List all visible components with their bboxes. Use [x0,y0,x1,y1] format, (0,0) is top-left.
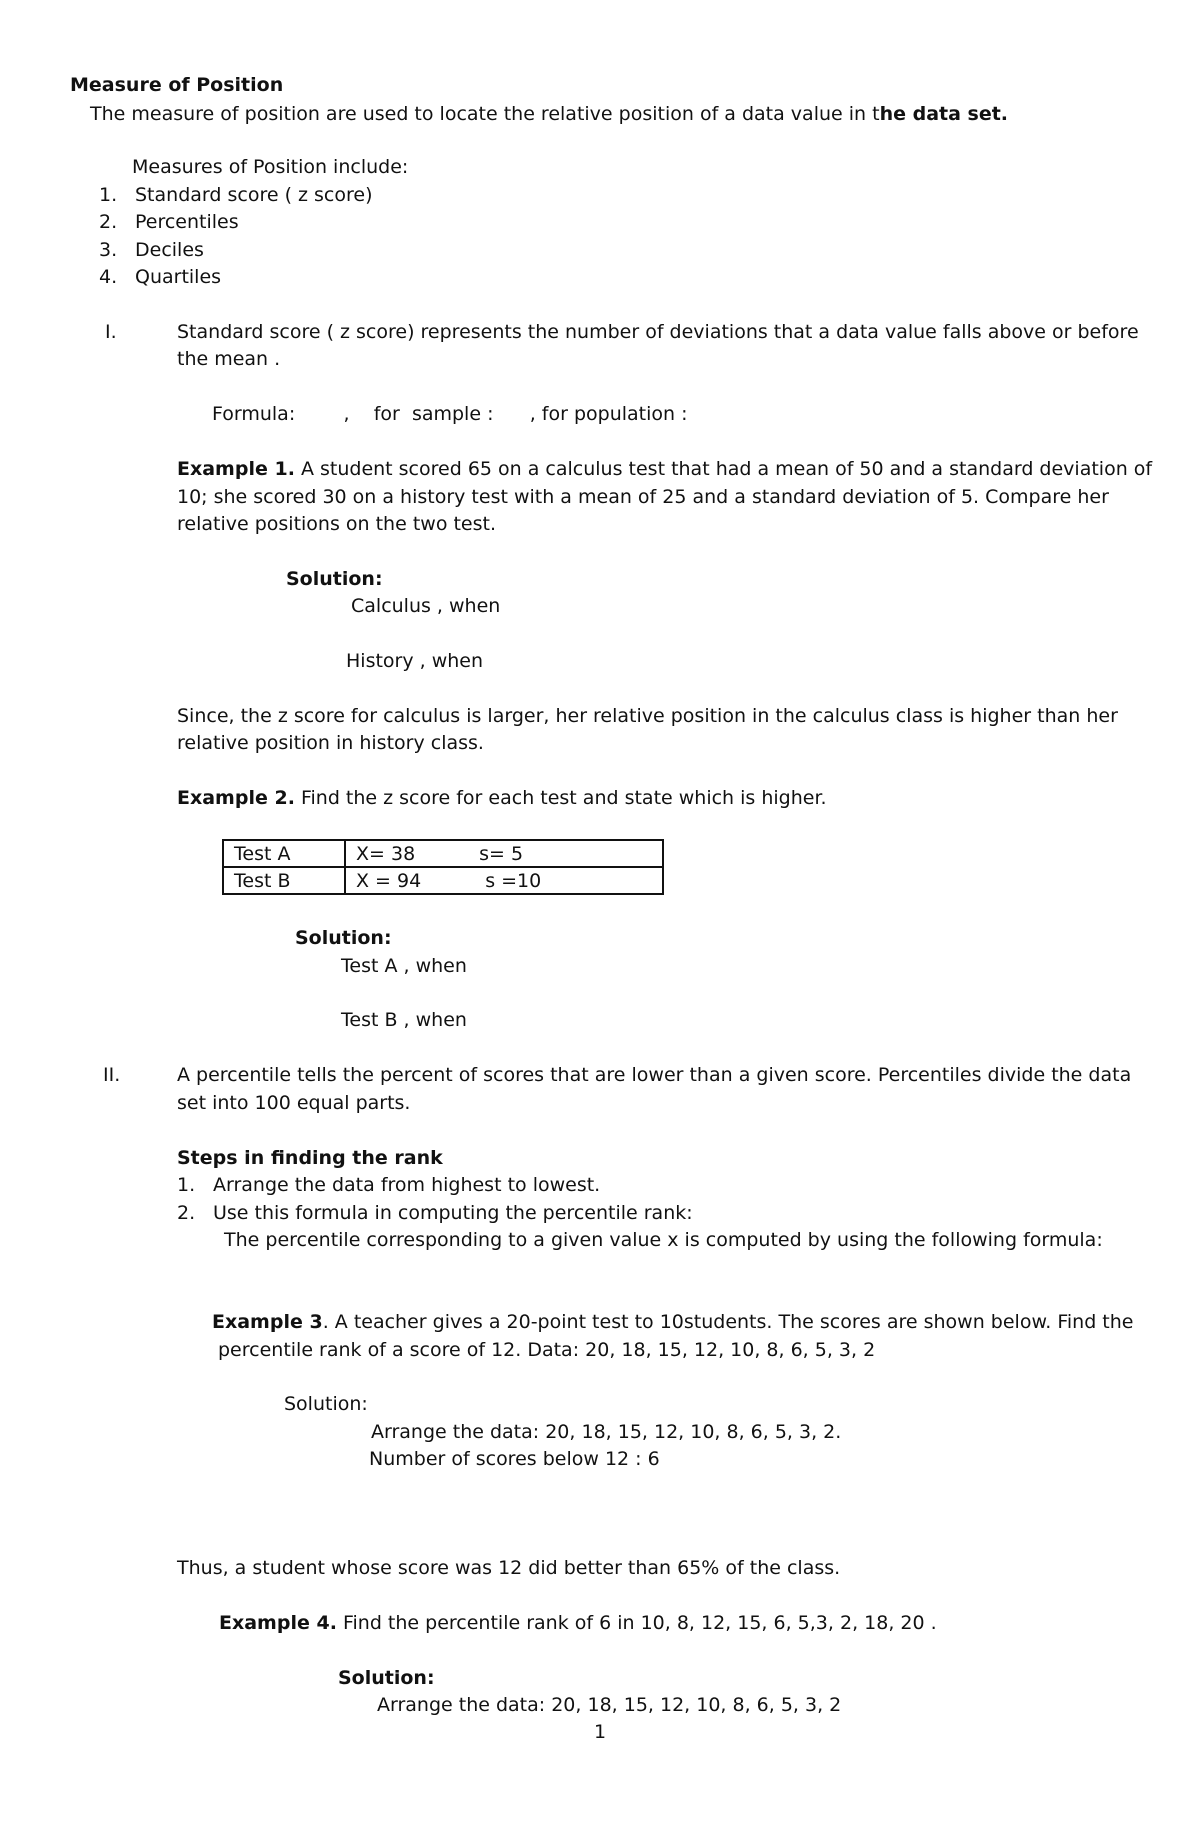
example4-line [219,1610,937,1636]
intro-paragraph [90,101,1008,127]
table-cell: Test A [223,840,345,867]
example1-conclusion: Since, the z score for calculus is larger, her relative position in the calculus class is higher than her [177,705,1118,727]
table-cell [345,840,663,867]
table-cell: Test B [223,867,345,894]
list-item: Percentiles [135,211,239,233]
x-value: X = 94 [356,869,422,892]
percentile-definition: A percentile tells the percent of scores that are lower than a given score. Percentiles divide the data [177,1064,1132,1086]
zscore-definition: Standard score ( z score) represents the number of deviations that a data value falls above or before [177,321,1139,343]
steps-title: Steps in finding the rank [177,1147,443,1169]
list-item-number: 1. [99,184,118,206]
test-b-line: Test B , when [341,1009,467,1031]
solution-label: Solution: [338,1667,435,1689]
example3-line2: percentile rank of a score of 12. Data: 20, 18, 15, 12, 10, 8, 6, 5, 3, 2 [218,1339,876,1361]
list-item: Deciles [135,239,204,261]
example-label: Example 2. [177,787,295,809]
table-row [223,840,663,867]
arrange-line: Arrange the data: 20, 18, 15, 12, 10, 8, 6, 5, 3, 2 [377,1694,842,1716]
percentile-definition-cont: set into 100 equal parts. [177,1092,411,1114]
solution-label: Solution: [295,927,392,949]
example1-conclusion-cont: relative position in history class. [177,732,484,754]
example-text: A student scored 65 on a calculus test that had a mean of 50 and a standard deviation of [300,458,1153,480]
zscore-definition-cont: the mean . [177,348,281,370]
example3-conclusion: Thus, a student whose score was 12 did better than 65% of the class. [177,1557,841,1579]
intro-text: The measure of position are used to locate the relative position of a data value in t [90,103,880,125]
page-number: 1 [594,1721,607,1743]
intro-bold-text: he data set. [879,103,1009,125]
history-line: History , when [346,650,484,672]
formula-line: Formula: , for sample : , for population : [212,403,688,425]
example3-line1 [212,1309,1133,1335]
example-text: Find the z score for each test and state which is higher. [300,787,827,809]
list-item: Arrange the data from highest to lowest. [213,1174,601,1196]
formula-note: The percentile corresponding to a given value x is computed by using the following formula: [224,1229,1103,1251]
list-item-number: 4. [99,266,118,288]
example-label: Example 1. [177,458,295,480]
example2-line [177,785,827,811]
s-value: s= 5 [479,842,524,865]
example1-line2: 10; she scored 30 on a history test with a mean of 25 and a standard deviation of 5. Compare her [177,486,1109,508]
calculus-line: Calculus , when [351,595,501,617]
arrange-line: Arrange the data: 20, 18, 15, 12, 10, 8, 6, 5, 3, 2. [371,1421,842,1443]
example-label: Example 3 [212,1311,323,1333]
below-count-line: Number of scores below 12 : 6 [369,1448,660,1470]
list-item: Standard score ( z score) [135,184,373,206]
list-item: Quartiles [135,266,222,288]
solution-label: Solution: [284,1393,368,1415]
example-text: . A teacher gives a 20-point test to 10students. The scores are shown below. Find the [322,1311,1134,1333]
example1-line1 [177,456,1152,482]
x-value: X= 38 [356,842,416,865]
example-label: Example 4. [219,1612,337,1634]
list-item-number: 2. [177,1202,196,1224]
table-row [223,867,663,894]
measures-label: Measures of Position include: [132,156,409,178]
example1-line3: relative positions on the two test. [177,513,497,535]
test-a-line: Test A , when [341,955,467,977]
solution-label: Solution: [286,568,383,590]
list-item-number: 3. [99,239,118,261]
example-text: Find the percentile rank of 6 in 10, 8, 12, 15, 6, 5,3, 2, 18, 20 . [342,1612,937,1634]
section-numeral: I. [105,321,117,343]
test-table [222,839,664,895]
list-item: Use this formula in computing the percentile rank: [213,1202,693,1224]
list-item-number: 2. [99,211,118,233]
list-item-number: 1. [177,1174,196,1196]
s-value: s =10 [485,869,542,892]
page-title: Measure of Position [70,74,284,96]
section-numeral: II. [103,1064,121,1086]
table-cell [345,867,663,894]
